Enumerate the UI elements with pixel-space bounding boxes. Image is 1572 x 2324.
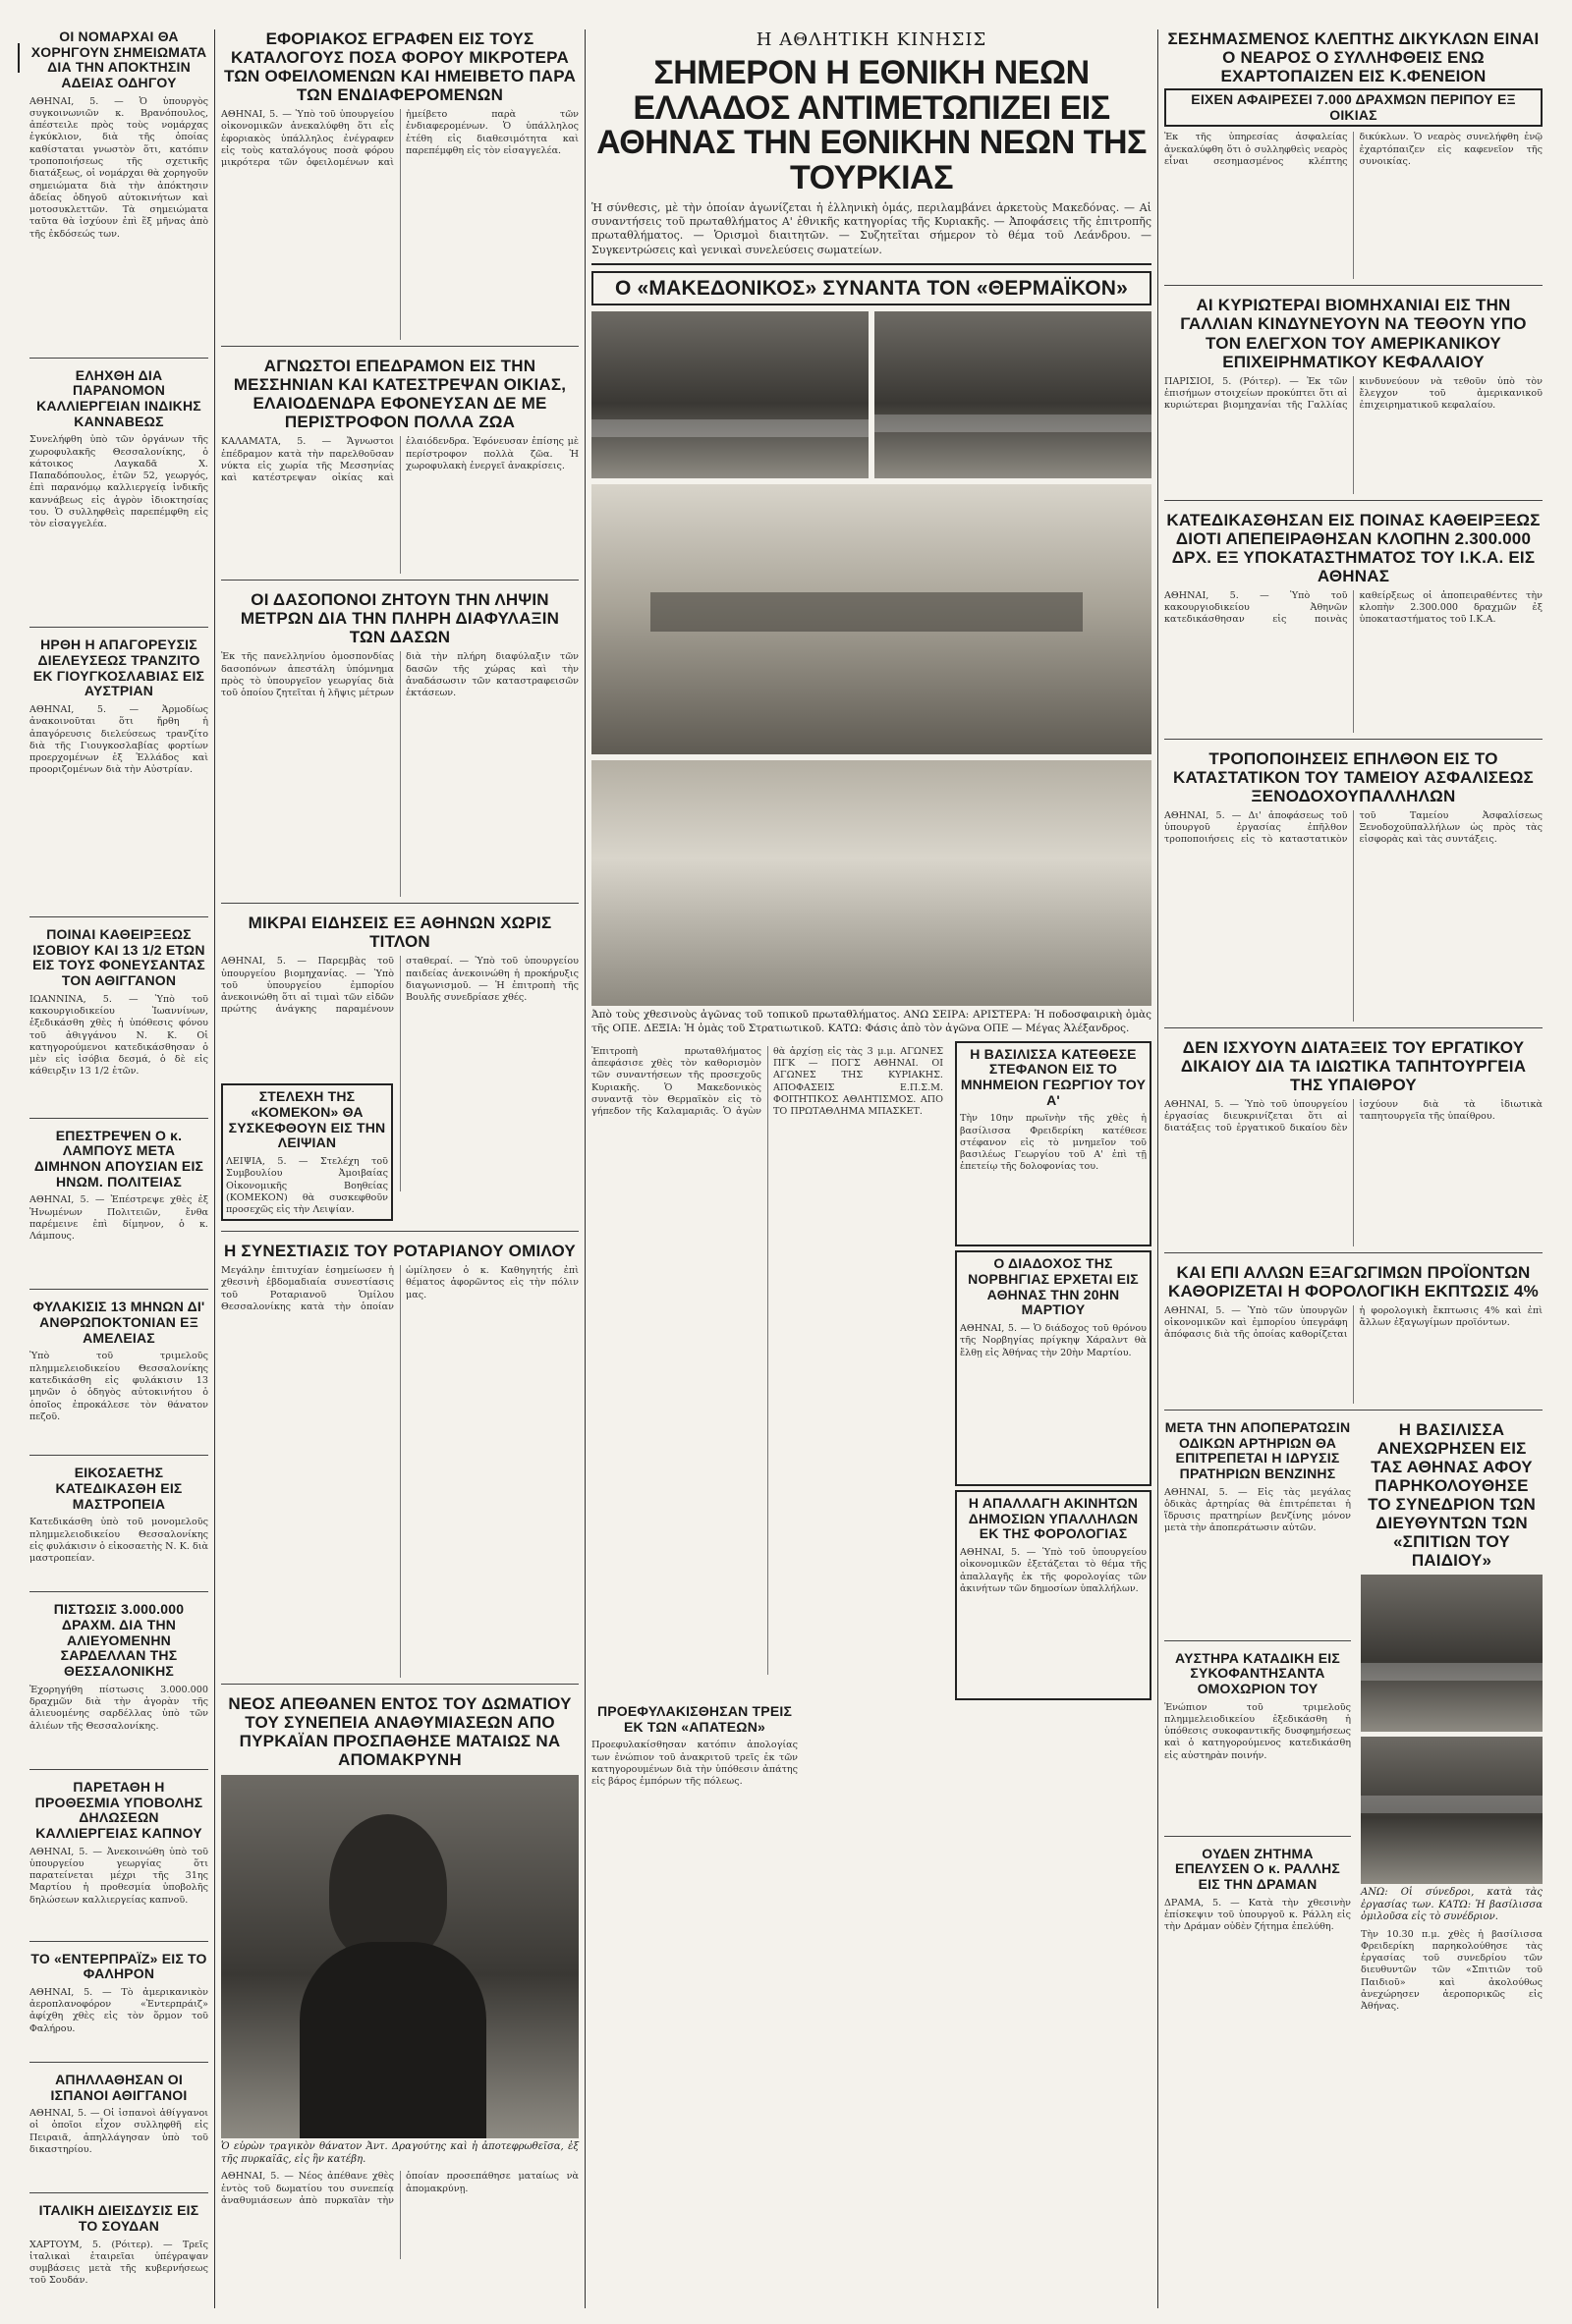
story-body: ΑΘΗΝΑΙ, 5. — Εἰς τὰς μεγάλας ὁδικὰς ἀρτηρίας θὰ ἐπιτρέπεται ἡ ἵδρυσις πρατηρίων βενζίνης μόνον μετὰ τὴν ἀποπεράτωσιν αὐτῶν.: [1164, 1486, 1351, 1534]
column-rule: [1157, 29, 1158, 2308]
story-body: ΑΘΗΝΑΙ, 5. — Ὑπὸ τοῦ ὑπουργείου ἐργασίας διευκρινίζεται ὅτι αἱ διατάξεις τοῦ ἐργατικοῦ δικαίου δὲν ἰσχύουν διὰ τὰ ἰδιωτικὰ ταπητουργεῖα τῆς ὑπαίθρου.: [1164, 1098, 1543, 1134]
photo-caption: Ὁ εὑρὼν τραγικὸν θάνατον Ἀντ. Δραγούτης καὶ ἡ ἀποτεφρωθεῖσα, ἐξ τῆς πυρκαϊᾶς, εἰς ἣν κατέβη.: [221, 2141, 579, 2165]
story-body: ΑΘΗΝΑΙ, 5. — Οἱ ἰσπανοὶ ἀθίγγανοι οἱ ὁποῖοι εἶχον συλληφθῆ εἰς Πειραιᾶ, ἀπηλλάγησαν ὑπὸ τοῦ δικαστηρίου.: [29, 2108, 208, 2155]
story-body: ΑΘΗΝΑΙ, 5. — Ὑπὸ τοῦ ὑπουργείου οἰκονομικῶν ἐξετάζεται τὸ θέμα τῆς ἀπαλλαγῆς ἐκ τῆς φορολογίας τῶν ἀκινήτων τῶν δημοσίων ὑπαλλήλων.: [960, 1547, 1147, 1594]
headline: ΠΡΟΕΦΥΛΑΚΙΣΘΗΣΑΝ ΤΡΕΙΣ ΕΚ ΤΩΝ «ΑΠΑΤΕΩΝ»: [596, 1703, 793, 1735]
sidebar-box: [955, 1250, 1151, 1486]
story: [1164, 1038, 1543, 1253]
story-body: Ἐκ τῆς ὑπηρεσίας ἀσφαλείας ἀνεκαλύφθη ὅτι ὁ συλληφθεὶς νεαρὸς εἶναι σεσημασμένος κλέπτης δικύκλων. Ὁ νεαρὸς συνελήφθη ἐνῷ ἐχαρτόπαιζεν εἰς καφενεῖον τῆς συνοικίας.: [1164, 132, 1543, 167]
story-body: ΔΡΑΜΑ, 5. — Κατὰ τὴν χθεσινὴν ἐπίσκεψιν τοῦ ὑπουργοῦ κ. Ράλλη εἰς τὴν Δράμαν οὐδὲν ζήτημα ἐπελύθη.: [1164, 1897, 1351, 1933]
story-body: ΑΘΗΝΑΙ, 5. — Ἁρμοδίως ἀνακοινοῦται ὅτι ἤρθη ἡ ἀπαγόρευσις διελεύσεως τρανζίτο διὰ τῆς Γιουγκοσλαβίας φορτίων προερχομένων ἐξ Ἑλλάδος καὶ προοριζομένων διὰ τὴν Αὐστρίαν.: [29, 704, 208, 776]
story-body: ΑΘΗΝΑΙ, 5. — Ὁ διάδοχος τοῦ θρόνου τῆς Νορβηγίας πρίγκηψ Χάραλντ θὰ ἔλθῃ εἰς Ἀθήνας τὴν 20ὴν Μαρτίου.: [960, 1323, 1147, 1358]
subheadline: ΕΙΧΕΝ ΑΦΑΙΡΕΣΕΙ 7.000 ΔΡΑΧΜΩΝ ΠΕΡΙΠΟΥ ΕΞ ΟΙΚΙΑΣ: [1164, 88, 1543, 127]
headline: ΔΕΝ ΙΣΧΥΟΥΝ ΔΙΑΤΑΞΕΙΣ ΤΟΥ ΕΡΓΑΤΙΚΟΥ ΔΙΚΑΙΟΥ ΔΙΑ ΤΑ ΙΔΙΩΤΙΚΑ ΤΑΠΗΤΟΥΡΓΕΙΑ ΤΗΣ ΥΠΑΙΘΡΟΥ: [1180, 1037, 1527, 1094]
sports-sidebar: [955, 1041, 1151, 1704]
story: [1164, 296, 1543, 500]
column-left: [29, 29, 208, 2314]
story-body: Μεγάλην ἐπιτυχίαν ἐσημείωσεν ἡ χθεσινὴ ἑβδομαδιαία συνεστίασις τοῦ Ροταριανοῦ Ὁμίλου Θεσσαλονίκης κατὰ τὴν ὁποίαν ὡμίλησεν ὁ κ. Καθηγητής ἐπὶ θέματος ἀφορῶντος εἰς τὴν πόλιν μας.: [221, 1265, 579, 1312]
sidebar-box: [955, 1041, 1151, 1247]
subheadline: Ο «ΜΑΚΕΔΟΝΙΚΟΣ» ΣΥΝΑΝΤΑ ΤΟΝ «ΘΕΡΜΑΪΚΟΝ»: [591, 271, 1151, 306]
story-body: ΑΘΗΝΑΙ, 5. — Ὑπὸ τοῦ κακουργιοδικείου Ἀθηνῶν κατεδικάσθησαν εἰς ποινὰς καθείρξεως οἱ ἀποπειραθέντες τὴν κλοπὴν 2.300.000 δραχμῶν ἐξ ὑποκαταστήματος τοῦ Ι.Κ.Α.: [1164, 589, 1543, 626]
headline: ΙΤΑΛΙΚΗ ΔΙΕΙΣΔΥΣΙΣ ΕΙΣ ΤΟ ΣΟΥΔΑΝ: [38, 2202, 199, 2234]
right-lower-row: [1164, 1420, 1543, 2076]
story: [221, 590, 579, 904]
headline: Η ΒΑΣΙΛΙΣΣΑ ΚΑΤΕΘΕΣΕ ΣΤΕΦΑΝΟΝ ΕΙΣ ΤΟ ΜΝΗΜΕΙΟΝ ΓΕΩΡΓΙΟΥ ΤΟΥ Α': [960, 1045, 1147, 1108]
page-edge-mark: [18, 43, 28, 73]
headline: ΑΠΗΛΛΑΘΗΣΑΝ ΟΙ ΙΣΠΑΝΟΙ ΑΘΙΓΓΑΝΟΙ: [50, 2071, 188, 2103]
column-rule: [585, 29, 586, 2308]
story: [29, 1602, 208, 1769]
column-rule: [214, 29, 215, 2308]
story-body: Ἐχορηγήθη πίστωσις 3.000.000 δραχμῶν διὰ τὴν ἀγορὰν τῆς ἀλιευομένης σαρδέλλας ὑπὸ τῶν ἀλιέων τῆς Θεσσαλονίκης.: [29, 1684, 208, 1732]
story: [221, 913, 579, 1232]
right-lower-right: [1361, 1420, 1543, 2076]
story-body: ΑΘΗΝΑΙ, 5. — Ὑπὸ τῶν ὑπουργῶν οἰκονομικῶν καὶ ἐμπορίου ὑπεγράφη ἀπόφασις διὰ τῆς ὁποίας καθορίζεται ἡ φορολογικὴ ἔκπτωσις 4% καὶ ἐπὶ ἄλλων ἐξαγωγίμων προϊόντων.: [1164, 1304, 1543, 1341]
headline: ΕΦΟΡΙΑΚΟΣ ΕΓΡΑΦΕΝ ΕΙΣ ΤΟΥΣ ΚΑΤΑΛΟΓΟΥΣ ΠΟΣΑ ΦΟΡΟΥ ΜΙΚΡΟΤΕΡΑ ΤΩΝ ΟΦΕΙΛΟΜΕΝΩΝ ΚΑΙ ΗΜΕΙΒΕΤΟ ΠΑΡΑ ΤΩΝ ΕΝΔΙΑΦΕΡΟΜΕΝΩΝ: [223, 29, 577, 105]
story-body: ΑΘΗΝΑΙ, 5. — Τὸ ἀμερικανικὸν ἀεροπλανοφόρον «Ἐντερπράιζ» ἀφίχθη χθὲς εἰς τὸν ὅρμον τοῦ Φαλήρου.: [29, 1986, 208, 2034]
headline: Η ΒΑΣΙΛΙΣΣΑ ΑΝΕΧΩΡΗΣΕΝ ΕΙΣ ΤΑΣ ΑΘΗΝΑΣ ΑΦΟΥ ΠΑΡΗΚΟΛΟΥΘΗΣΕ ΤΟ ΣΥΝΕΔΡΙΟΝ ΤΩΝ ΔΙΕΥΘΥΝΤΩΝ ΤΩΝ «ΣΠΙΤΙΩΝ ΤΟΥ ΠΑΙΔΙΟΥ»: [1368, 1419, 1536, 1571]
story: [29, 29, 208, 359]
headline: ΣΕΣΗΜΑΣΜΕΝΟΣ ΚΛΕΠΤΗΣ ΔΙΚΥΚΛΩΝ ΕΙΝΑΙ Ο ΝΕΑΡΟΣ Ο ΣΥΛΛΗΦΘΕΙΣ ΕΝΩ ΕΧΑΡΤΟΠΑΙΖΕΝ ΕΙΣ Κ.ΦΕΝΕΙΟΝ: [1167, 29, 1540, 86]
headline: ΟΥΔΕΝ ΖΗΤΗΜΑ ΕΠΕΛΥΣΕΝ Ο κ. ΡΑΛΛΗΣ ΕΙΣ ΤΗΝ ΔΡΑΜΑΝ: [1175, 1845, 1340, 1892]
photo-queen-speaking: [1361, 1737, 1543, 1884]
headline: ΕΠΕΣΤΡΕΨΕΝ Ο κ. ΛΑΜΠΟΥΣ ΜΕΤΑ ΔΙΜΗΝΟΝ ΑΠΟΥΣΙΑΝ ΕΙΣ ΗΝΩΜ. ΠΟΛΙΤΕΙΑΣ: [33, 1127, 204, 1190]
story: [221, 1242, 579, 1685]
story-body: ΚΑΛΑΜΑΤΑ, 5. — Ἄγνωστοι ἐπέδραμον κατὰ τὴν παρελθοῦσαν νύκτα εἰς χωρία τῆς Μεσσηνίας καὶ κατέστρεψαν οἰκίας καὶ ἐλαιόδενδρα. Ἐφόνευσαν ἐπίσης μὲ περίστροφον πολλὰ ζῶα. Ἡ χωροφυλακὴ ἐνεργεῖ ἀνακρίσεις.: [221, 436, 579, 484]
story: [29, 1466, 208, 1592]
story-body: ΑΘΗΝΑΙ, 5. — Ἐπέστρεψε χθὲς ἐξ Ἡνωμένων Πολιτειῶν, ἔνθα παρέμεινε ἐπὶ δίμηνον, ὁ κ. Λάμπους.: [29, 1194, 208, 1243]
headline: ΑΥΣΤΗΡΑ ΚΑΤΑΔΙΚΗ ΕΙΣ ΣΥΚΟΦΑΝΤΗΣΑΝΤΑ ΟΜΟΧΩΡΙΟΝ ΤΟΥ: [1175, 1649, 1340, 1696]
story-body: ΑΘΗΝΑΙ, 5. — Ἀνεκοινώθη ὑπὸ τοῦ ὑπουργείου γεωργίας ὅτι παρατείνεται μέχρι τῆς 31ης Μαρτίου ἡ προθεσμία ὑποβολῆς δηλώσεων καλλιεργείας καπνοῦ.: [29, 1846, 208, 1906]
story-body: ΑΘΗΝΑΙ, 5. — Νέος ἀπέθανε χθὲς ἐντὸς τοῦ δωματίου του συνεπείᾳ ἀναθυμιάσεων ἀπὸ πυρκαϊὰν τὴν ὁποίαν προσεπάθησε ματαίως νὰ ἀπομακρύνῃ.: [221, 2171, 579, 2206]
story: [29, 1300, 208, 1456]
story-body: Ἐκ τῆς πανελληνίου ὁμοσπονδίας δασοπόνων ἀπεστάλη ὑπόμνημα πρὸς τὸ ὑπουργεῖον γεωργίας διὰ τοῦ ὁποίου ζητεῖται ἡ λῆψις μέτρων διὰ τὴν πλήρη διαφύλαξιν τῶν δασῶν τῆς χώρας καὶ τὴν ἀναδάσωσιν τῶν καταστραφεισῶν ἐκτάσεων.: [221, 651, 579, 699]
story: [221, 1694, 579, 2265]
photo-team-right: [874, 311, 1151, 478]
photo-match-field: [591, 760, 1151, 1006]
headline: ΚΑΤΕΔΙΚΑΣΘΗΣΑΝ ΕΙΣ ΠΟΙΝΑΣ ΚΑΘΕΙΡΞΕΩΣ ΔΙΟΤΙ ΑΠΕΠΕΙΡΑΘΗΣΑΝ ΚΛΟΠΗΝ 2.300.000 ΔΡΧ. ΕΞ ΥΠΟΚΑΤΑΣΤΗΜΑΤΟΣ ΤΟΥ Ι.Κ.Α. ΕΙΣ ΑΘΗΝΑΣ: [1166, 510, 1541, 585]
story-body: Συνελήφθη ὑπὸ τῶν ὀργάνων τῆς χωροφυλακῆς Θεσσαλονίκης, ὁ κάτοικος Λαγκαδᾶ Χ. Παπαδόπουλος, ἐτῶν 52, γεωργός, ἐπὶ παρανόμῳ καλλιεργείᾳ ἰνδικῆς καννάβεως εἰς ἀγρὸν ἰδιοκτησίας του. Ὁ συλληφθεὶς παρεπέμφθη εἰς τὸν εἰσαγγελέα.: [29, 434, 208, 530]
story: [221, 29, 579, 347]
story-body: ΑΘΗΝΑΙ, 5. — Ὁ ὑπουργὸς συγκοινωνιῶν κ. Βρανόπουλος, ἀπέστειλε πρὸς τοὺς νομάρχας ἐγκύκλιον, διὰ τῆς ὁποίας καθίσταται γνωστὸν ὅτι, κατόπιν τροποποιήσεως τῆς σχετικῆς διατάξεως, οἱ νομάρχαι θὰ χορηγοῦν σημειώματα διὰ τὴν ἀπόκτησιν ἀδείας ὁδηγοῦ αὐτοκινήτων καὶ μοτοσυκλεττῶν. Τὰ σημειώματα ταῦτα θὰ ἰσχύουν ἐπὶ ἕξ μῆνας ἀπὸ τῆς ἐκδόσεώς των.: [29, 95, 208, 240]
story: [29, 2073, 208, 2193]
headline: ΗΡΘΗ Η ΑΠΑΓΟΡΕΥΣΙΣ ΔΙΕΛΕΥΣΕΩΣ ΤΡΑΝΖΙΤΟ ΕΚ ΓΙΟΥΓΚΟΣΛΑΒΙΑΣ ΕΙΣ ΑΥΣΤΡΙΑΝ: [32, 636, 205, 699]
story: [1164, 749, 1543, 1028]
story-body: Τὴν 10.30 π.μ. χθὲς ἡ βασίλισσα Φρειδερίκη παρηκολούθησε τὰς ἐργασίας τοῦ συνεδρίου τῶν διευθυντῶν τῶν «Σπιτιῶν τοῦ Παιδιοῦ» καὶ ἀκολούθως ἀνεχώρησεν ἀεροπορικῶς εἰς Ἀθήνας.: [1361, 1928, 1543, 2013]
headline: ΑΙ ΚΥΡΙΩΤΕΡΑΙ ΒΙΟΜΗΧΑΝΙΑΙ ΕΙΣ ΤΗΝ ΓΑΛΛΙΑΝ ΚΙΝΔΥΝΕΥΟΥΝ ΝΑ ΤΕΘΟΥΝ ΥΠΟ ΤΟΝ ΕΛΕΓΧΟΝ ΤΟΥ ΑΜΕΡΙΚΑΝΙΚΟΥ ΕΠΙΧΕΙΡΗΜΑΤΙΚΟΥ ΚΕΦΑΛΑΙΟΥ: [1180, 296, 1527, 371]
headline: ΝΕΟΣ ΑΠΕΘΑΝΕΝ ΕΝΤΟΣ ΤΟΥ ΔΩΜΑΤΙΟΥ ΤΟΥ ΣΥΝΕΠΕΙΑ ΑΝΑΘΥΜΙΑΣΕΩΝ ΑΠΟ ΠΥΡΚΑΪΑΝ ΠΡΟΣΠΑΘΗΣΕ ΜΑΤΑΙΩΣ ΝΑ ΑΠΟΜΑΚΡΥΝΗ: [228, 1694, 572, 1770]
story-body: Ὑπὸ τοῦ τριμελοῦς πλημμελειοδικείου Θεσσαλονίκης κατεδικάσθη εἰς φυλάκισιν 13 μηνῶν ὁ ὁδηγὸς αὐτοκινήτου ὁ ὁποῖος ἐπροκάλεσε τὸν θάνατον πεζοῦ.: [29, 1351, 208, 1422]
story: [1164, 1263, 1543, 1411]
sports-body-main: [591, 1041, 943, 1704]
story: [29, 1780, 208, 1942]
headline: ΤΟ «ΕΝΤΕΡΠΡΑΪΖ» ΕΙΣ ΤΟ ΦΑΛΗΡΟΝ: [30, 1950, 207, 1982]
portrait-silhouette: [329, 1814, 447, 1962]
story-body: ΑΘΗΝΑΙ, 5. — Παρεμβὰς τοῦ ὑπουργείου βιομηχανίας. — Ὑπὸ τοῦ ὑπουργείου ἐμπορίου ἀνεκοινώθη ὅτι αἱ τιμαὶ τῶν εἰδῶν πρώτης ἀνάγκης παραμένουν σταθεραί. — Ὑπὸ τοῦ ὑπουργείου παιδείας ἀνεκοινώθη ἡ προκήρυξις διαγωνισμοῦ. — Ἡ ἐπιτροπὴ τῆς Βουλῆς συνεδρίασε χθές.: [221, 956, 579, 1016]
headline: ΚΑΙ ΕΠΙ ΑΛΛΩΝ ΕΞΑΓΩΓΙΜΩΝ ΠΡΟΪΟΝΤΩΝ ΚΑΘΟΡΙΖΕΤΑΙ Η ΦΟΡΟΛΟΓΙΚΗ ΕΚΠΤΩΣΙΣ 4%: [1168, 1262, 1539, 1300]
story-body: ΙΩΑΝΝΙΝΑ, 5. — Ὑπὸ τοῦ κακουργιοδικείου Ἰωαννίνων, ἐξεδικάσθη χθὲς ἡ ὑπόθεσις φόνου τοῦ ἀθιγγάνου Ν. Κ. Οἱ κατηγορούμενοι κατεδικάσθησαν ὁ μὲν εἰς ἰσόβια δεσμά, ὁ δὲ εἰς κάθειρξιν 13 1/2 ἐτῶν.: [29, 993, 208, 1078]
sports-body-row: [591, 1041, 1151, 1704]
story: [1164, 1847, 1351, 2012]
story-body: Ἐνώπιον τοῦ τριμελοῦς πλημμελειοδικείου ἐξεδικάσθη ἡ ὑπόθεσις συκοφαντικῆς δυσφημήσεως καὶ ὁ κατηγορούμενος κατεδικάσθη εἰς αὐστηρὰν ποινήν.: [1164, 1701, 1351, 1761]
headline: ΕΙΚΟΣΑΕΤΗΣ ΚΑΤΕΔΙΚΑΣΘΗ ΕΙΣ ΜΑΣΤΡΟΠΕΙΑ: [55, 1465, 183, 1512]
story: [1164, 1651, 1351, 1837]
portrait-shoulders: [300, 1942, 486, 2138]
headline: ΜΙΚΡΑΙ ΕΙΔΗΣΕΙΣ ΕΞ ΑΘΗΝΩΝ ΧΩΡΙΣ ΤΙΤΛΟΝ: [248, 913, 552, 952]
story-body: ΑΘΗΝΑΙ, 5. — Δι' ἀποφάσεως τοῦ ὑπουργοῦ ἐργασίας ἐπῆλθον τροποποιήσεις εἰς τὸ καταστατικὸν τοῦ Ταμείου Ἀσφαλίσεως Ξενοδοχοϋπαλλήλων ὡς πρὸς τὰς εἰσφορὰς καὶ τὰς συντάξεις.: [1164, 809, 1543, 846]
headline: ΠΙΣΤΩΣΙΣ 3.000.000 ΔΡΑΧΜ. ΔΙΑ ΤΗΝ ΑΛΙΕΥΟΜΕΝΗΝ ΣΑΡΔΕΛΛΑΝ ΤΗΣ ΘΕΣΣΑΛΟΝΙΚΗΣ: [53, 1601, 185, 1680]
right-lower-left: [1164, 1420, 1351, 2076]
photo-congress-delegates: [1361, 1575, 1543, 1732]
column-center-left: [221, 29, 579, 2275]
story: [1164, 511, 1543, 740]
story: [29, 2203, 208, 2303]
story: [221, 357, 579, 581]
photo-caption: Ἀπὸ τοὺς χθεσινοὺς ἀγῶνας τοῦ τοπικοῦ πρωταθλήματος. ΑΝΩ ΣΕΙΡΑ: ΑΡΙΣΤΕΡΑ: Ἡ ποδοσφαιρικὴ ὁμὰς τῆς ΟΠΕ. ΔΕΞΙΑ: Ἡ ὁμὰς τοῦ Στρατιωτικοῦ. ΚΑΤΩ: Φάσις ἀπὸ τὸν ἀγῶνα ΟΠΕ — Μέγας Ἀλέξανδρος.: [591, 1009, 1151, 1034]
headline: Ο ΔΙΑΔΟΧΟΣ ΤΗΣ ΝΟΡΒΗΓΙΑΣ ΕΡΧΕΤΑΙ ΕΙΣ ΑΘΗΝΑΣ ΤΗΝ 20ΗΝ ΜΑΡΤΙΟΥ: [968, 1255, 1139, 1318]
headline: ΑΓΝΩΣΤΟΙ ΕΠΕΔΡΑΜΟΝ ΕΙΣ ΤΗΝ ΜΕΣΣΗΝΙΑΝ ΚΑΙ ΚΑΤΕΣΤΡΕΨΑΝ ΟΙΚΙΑΣ, ΕΛΑΙΟΔΕΝΔΡΑ ΕΦΟΝΕΥΣΑΝ ΔΕ ΜΕ ΠΕΡΙΣΤΡΟΦΟΝ ΠΟΛΛΑ ΖΩΑ: [233, 357, 567, 432]
story: [29, 368, 208, 629]
story: [29, 637, 208, 917]
section-kicker: Η ΑΘΛΗΤΙΚΗ ΚΙΝΗΣΙΣ: [756, 29, 987, 50]
story-body: ΠΑΡΙΣΙΟΙ, 5. (Ρόιτερ). — Ἐκ τῶν ἐπισήμων στοιχείων προκύπτει ὅτι αἱ κυριώτεραι βιομηχανίαι τῆς Γαλλίας κινδυνεύουν νὰ τεθοῦν ὑπὸ τὸν ἔλεγχον τοῦ ἀμερικανικοῦ ἐπιχειρηματικοῦ κεφαλαίου.: [1164, 375, 1543, 412]
headline: Η ΣΥΝΕΣΤΙΑΣΙΣ ΤΟΥ ΡΟΤΑΡΙΑΝΟΥ ΟΜΙΛΟΥ: [224, 1242, 576, 1261]
crowd-band: [650, 592, 1083, 632]
story-body: Προεφυλακίσθησαν κατόπιν ἀπολογίας των ἐνώπιον τοῦ ἀνακριτοῦ τρεῖς ἐκ τῶν κατηγορουμένων διὰ τὴν ὑπόθεσιν ἀπάτης εἰς βάρος ἐμπόρων τῆς πόλεως.: [591, 1740, 798, 1788]
headline: ΕΛΗΧΘΗ ΔΙΑ ΠΑΡΑΝΟΜΟΝ ΚΑΛΛΙΕΡΓΕΙΑΝ ΙΝΔΙΚΗΣ ΚΑΝΝΑΒΕΩΣ: [36, 366, 201, 429]
photo-row-top: [591, 311, 1151, 478]
column-center-sports: [591, 29, 1151, 1834]
story: [29, 927, 208, 1119]
story-body: Τὴν 10ην πρωϊνὴν τῆς χθὲς ἡ βασίλισσα Φρειδερίκη κατέθεσε στέφανον εἰς τὸ μνημεῖον τοῦ βασιλέως Γεωργίου τοῦ Α' ἐπὶ τῇ ἐπετείῳ τῆς δολοφονίας του.: [960, 1113, 1147, 1173]
story: [29, 1129, 208, 1291]
story-body: ΛΕΙΨΙΑ, 5. — Στελέχη τοῦ Συμβουλίου Ἀμοιβαίας Οἰκονομικῆς Βοηθείας (ΚΟΜΕΚΟΝ) θὰ συσκεφθοῦν προσεχῶς εἰς τὴν Λειψίαν.: [226, 1156, 388, 1216]
story-body: ΧΑΡΤΟΥΜ, 5. (Ρόιτερ). — Τρεῖς ἰταλικαὶ ἑταιρεῖαι ὑπέγραψαν συμβάσεις μετὰ τῆς κυβερνήσεως τοῦ Σουδάν.: [29, 2239, 208, 2287]
story: [29, 1952, 208, 2063]
divider: [591, 263, 1151, 265]
headline-summary: Ἡ σύνθεσις, μὲ τὴν ὁποίαν ἀγωνίζεται ἡ ἑλληνικὴ ὁμάς, περιλαμβάνει ἀρκετοὺς Μακεδόνας. — Αἱ συναντήσεις τοῦ πρωταθλήματος Α' ἐθνικῆς κατηγορίας τῆς Κυριακῆς. — Ἀποφάσεις τῆς ἐπιτροπῆς πρωταθλήματος. — Ὁρισμοὶ διαιτητῶν. — Συζητεῖται σήμερον τὸ θέμα τοῦ Λεάνδρου. — Συγκεντρώσεις καὶ γενικαὶ συνελεύσεις σωματείων.: [591, 200, 1151, 256]
story: [1164, 29, 1543, 286]
headline: ΦΥΛΑΚΙΣΙΣ 13 ΜΗΝΩΝ ΔΙ' ΑΝΘΡΩΠΟΚΤΟΝΙΑΝ ΕΞ ΑΜΕΛΕΙΑΣ: [32, 1299, 205, 1346]
photo-caption: ΑΝΩ: Οἱ σύνεδροι, κατὰ τὰς ἐργασίας των. ΚΑΤΩ: Ἡ βασίλισσα ὁμιλοῦσα εἰς τὸ συνέδριον.: [1361, 1887, 1543, 1923]
headline: ΜΕΤΑ ΤΗΝ ΑΠΟΠΕΡΑΤΩΣΙΝ ΟΔΙΚΩΝ ΑΡΤΗΡΙΩΝ ΘΑ ΕΠΙΤΡΕΠΕΤΑΙ Η ΙΔΡΥΣΙΣ ΠΡΑΤΗΡΙΩΝ ΒΕΝΖΙΝΗΣ: [1164, 1418, 1351, 1481]
headline: ΠΟΙΝΑΙ ΚΑΘΕΙΡΞΕΩΣ ΙΣΟΒΙΟΥ ΚΑΙ 13 1/2 ΕΤΩΝ ΕΙΣ ΤΟΥΣ ΦΟΝΕΥΣΑΝΤΑΣ ΤΟΝ ΑΘΙΓΓΑΝΟΝ: [32, 926, 205, 989]
photo-team-left: [591, 311, 869, 478]
headline: ΟΙ ΝΟΜΑΡΧΑΙ ΘΑ ΧΟΡΗΓΟΥΝ ΣΗΜΕΙΩΜΑΤΑ ΔΙΑ ΤΗΝ ΑΠΟΚΤΗΣΙΝ ΑΔΕΙΑΣ ΟΔΗΓΟΥ: [30, 28, 207, 91]
story-body: ΑΘΗΝΑΙ, 5. — Ὑπὸ τοῦ ὑπουργείου οἰκονομικῶν ἀνεκαλύφθη ὅτι εἷς ἐφοριακὸς ὑπάλληλος ἐνέγραφεν εἰς τοὺς καταλόγους ποσὰ φόρου μικρότερα τῶν ὀφειλομένων καὶ ἠμείβετο παρὰ τῶν ἐνδιαφερομένων. Ὁ ὑπάλληλος ἐτέθη εἰς διαθεσιμότητα καὶ παρεπέμφθη εἰς τὸν εἰσαγγελέα.: [221, 109, 579, 169]
column-right: [1164, 29, 1543, 2076]
story: [1164, 1420, 1351, 1641]
story-body: Ἐπιτροπὴ πρωταθλήματος ἀπεφάσισε χθὲς τὸν καθορισμὸν τῶν συναντήσεων τῆς προσεχοῦς Κυριακῆς. Ὁ Μακεδονικὸς συναντᾷ τὸν Θερμαϊκὸν εἰς τὸ γήπεδον τῆς Καλαμαριᾶς. Ὁ ἀγὼν θὰ ἀρχίσῃ εἰς τὰς 3 μ.μ. ΑΓΩΝΕΣ ΠΓΚ — ΠΟΓΣ ΑΘΗΝΑΙ. ΟΙ ΑΓΩΝΕΣ ΤΗΣ ΚΥΡΙΑΚΗΣ. ΑΠΟΦΑΣΕΙΣ Ε.Π.Σ.Μ. ΦΟΙΤΗΤΙΚΟΣ ΑΘΛΗΤΙΣΜΟΣ. ΑΠΟ ΤΟ ΠΡΩΤΑΘΛΗΜΑ ΜΠΑΣΚΕΤ.: [591, 1045, 943, 1118]
sidebar-box: [221, 1083, 393, 1221]
main-headline: ΣΗΜΕΡΟΝ Η ΕΘΝΙΚΗ ΝΕΩΝ ΕΛΛΑΔΟΣ ΑΝΤΙΜΕΤΩΠΙΖΕΙ ΕΙΣ ΑΘΗΝΑΣ ΤΗΝ ΕΘΝΙΚΗΝ ΝΕΩΝ ΤΗΣ ΤΟΥΡΚΙΑΣ: [596, 54, 1147, 197]
story-body: Κατεδικάσθη ὑπὸ τοῦ μονομελοῦς πλημμελειοδικείου Θεσσαλονίκης εἰς φυλάκισιν ὁ εἰκοσαετὴς Ν. Κ. διὰ μαστροπείαν.: [29, 1517, 208, 1565]
headline: Η ΑΠΑΛΛΑΓΗ ΑΚΙΝΗΤΩΝ ΔΗΜΟΣΙΩΝ ΥΠΑΛΛΗΛΩΝ ΕΚ ΤΗΣ ΦΟΡΟΛΟΓΙΑΣ: [968, 1495, 1139, 1542]
headline: ΤΡΟΠΟΠΟΙΗΣΕΙΣ ΕΠΗΛΘΟΝ ΕΙΣ ΤΟ ΚΑΤΑΣΤΑΤΙΚΟΝ ΤΟΥ ΤΑΜΕΙΟΥ ΑΣΦΑΛΙΣΕΩΣ ΞΕΝΟΔΟΧΟΥΠΑΛΛΗΛΩΝ: [1173, 748, 1534, 805]
headline: ΣΤΕΛΕΧΗ ΤΗΣ «ΚΟΜΕΚΟΝ» ΘΑ ΣΥΣΚΕΦΘΟΥΝ ΕΙΣ ΤΗΝ ΛΕΙΨΙΑΝ: [228, 1088, 386, 1151]
photo-portrait: [221, 1775, 579, 2138]
story: [591, 1704, 798, 1824]
headline: ΟΙ ΔΑΣΟΠΟΝΟΙ ΖΗΤΟΥΝ ΤΗΝ ΛΗΨΙΝ ΜΕΤΡΩΝ ΔΙΑ ΤΗΝ ΠΛΗΡΗ ΔΙΑΦΥΛΑΞΙΝ ΤΩΝ ΔΑΣΩΝ: [240, 590, 560, 647]
photo-match-action: [591, 484, 1151, 754]
headline: ΠΑΡΕΤΑΘΗ Η ΠΡΟΘΕΣΜΙΑ ΥΠΟΒΟΛΗΣ ΔΗΛΩΣΕΩΝ ΚΑΛΛΙΕΡΓΕΙΑΣ ΚΑΠΝΟΥ: [34, 1778, 203, 1841]
sidebar-box: [955, 1490, 1151, 1700]
